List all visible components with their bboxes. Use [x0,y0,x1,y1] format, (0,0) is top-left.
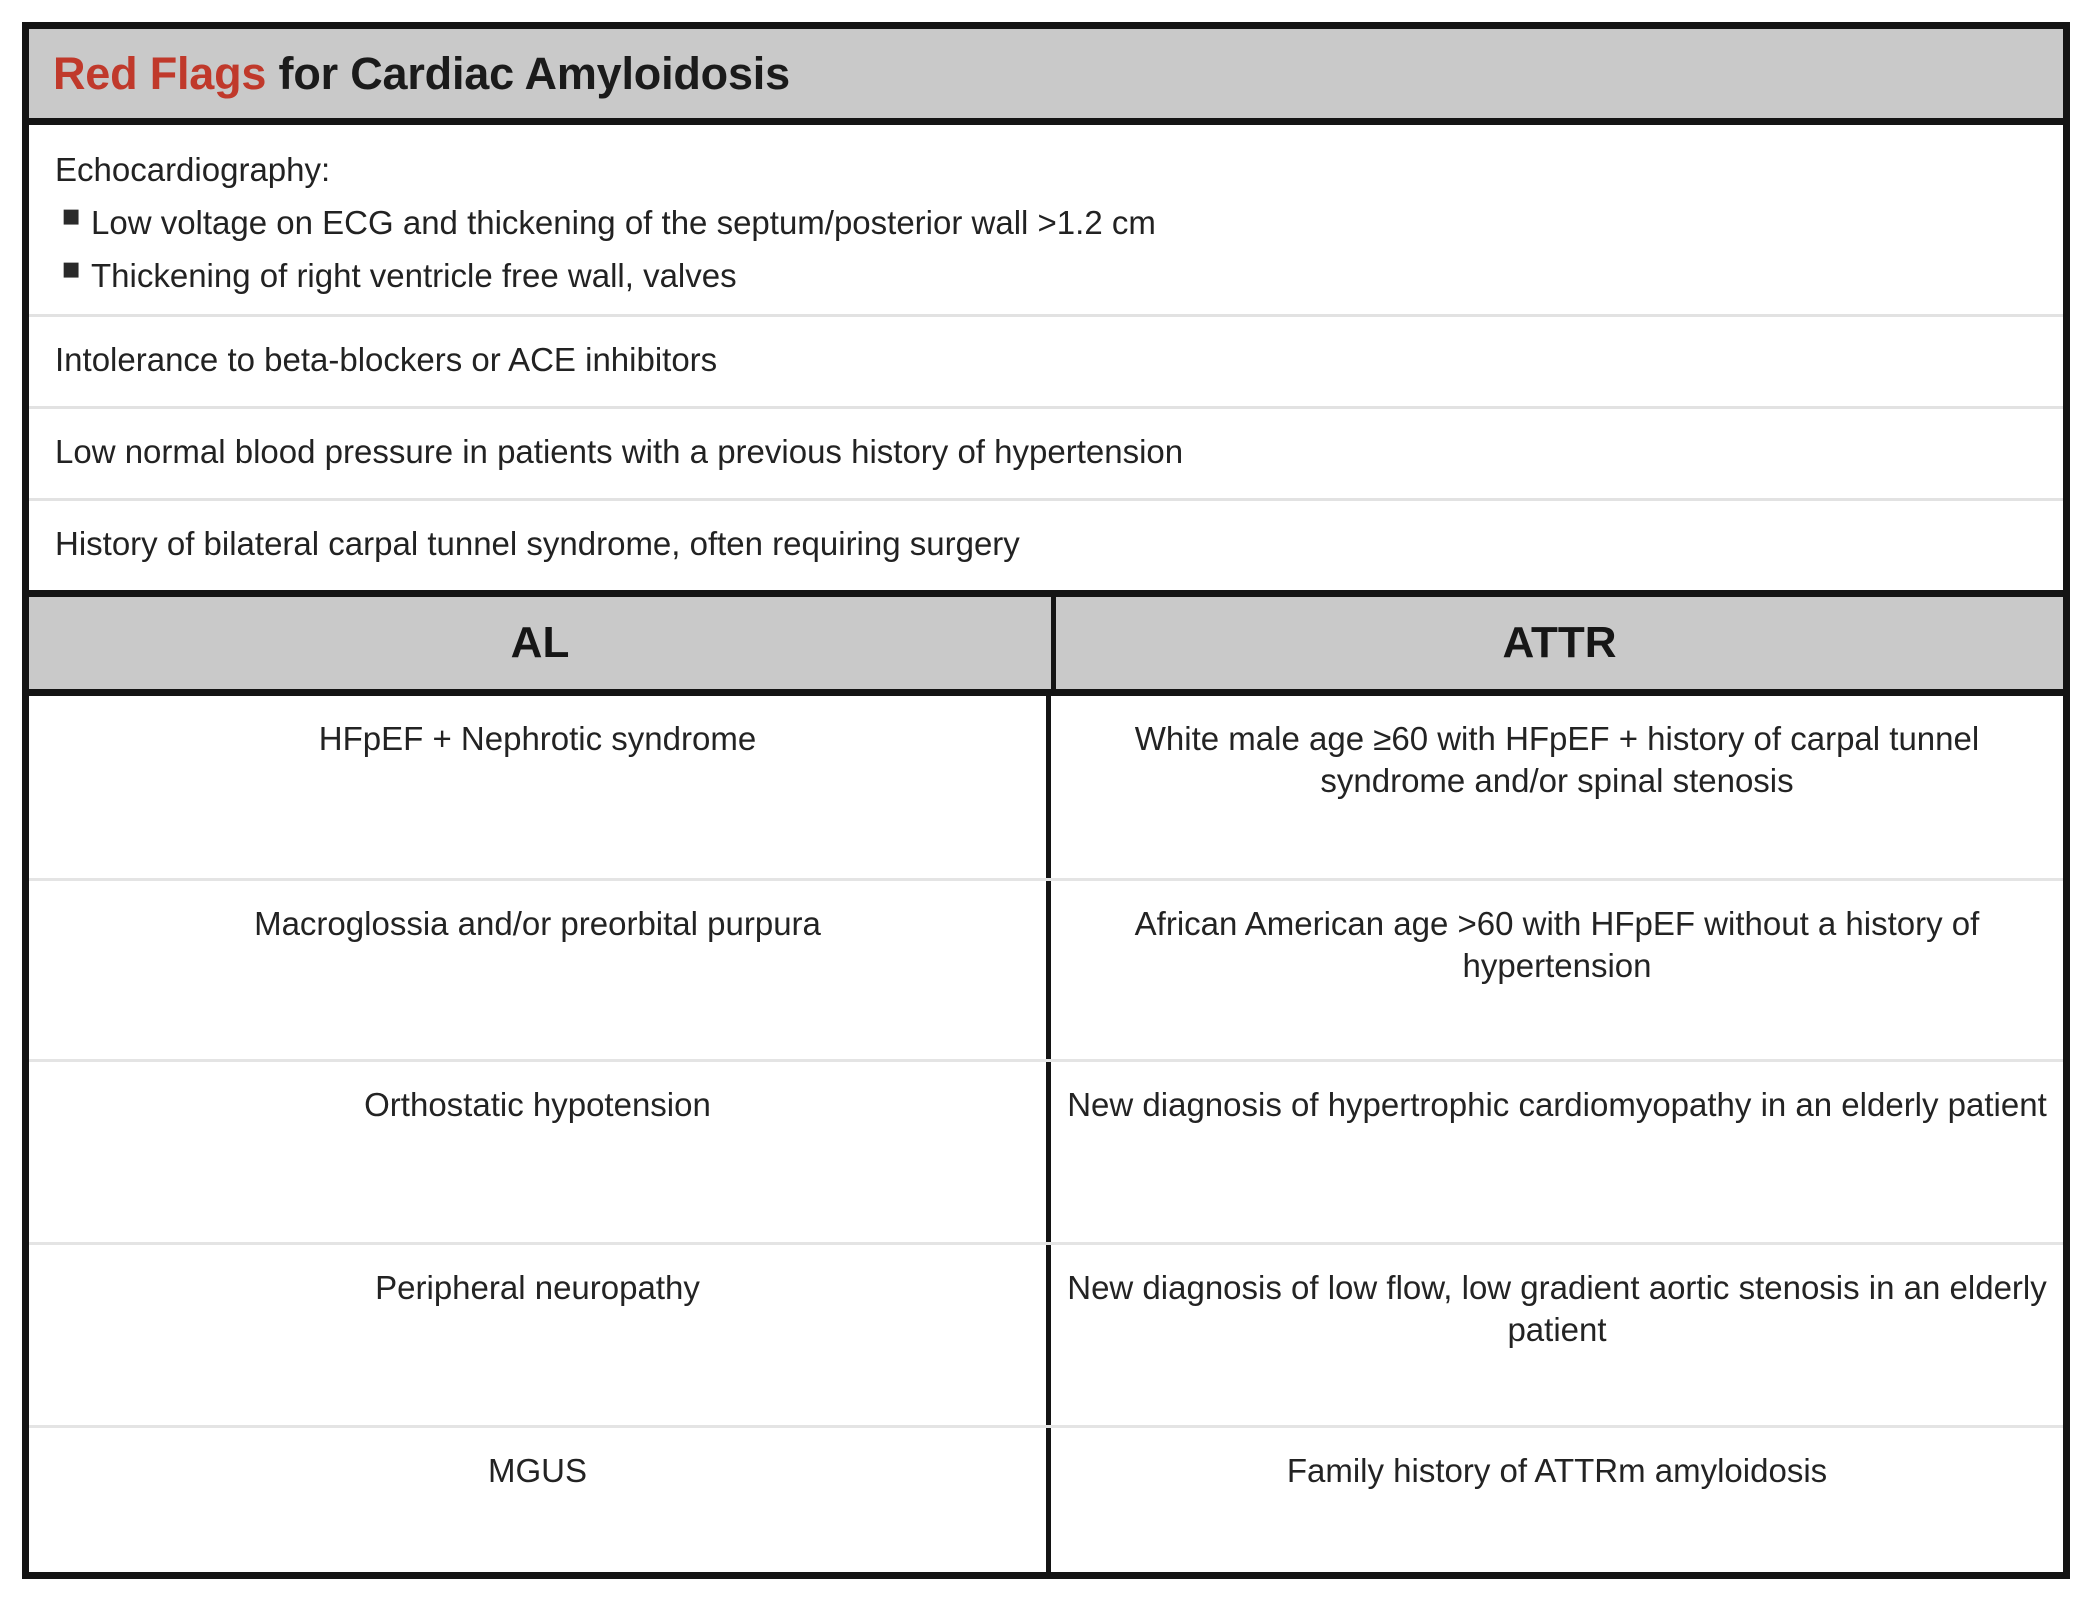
cell-al [29,1062,1051,1242]
table-row [29,878,2063,1059]
echocardiography-block [29,125,2063,314]
red-flag-low-bp-text: Low normal blood pressure in patients with a previous history of hypertension [55,432,1184,470]
cell-al [29,696,1051,878]
red-flag-row [29,406,2063,498]
al-attr-table [29,597,2063,1572]
echo-bullet-1-text: Low voltage on ECG and thickening of the septum/posterior wall >1.2 cm [91,203,1156,241]
square-bullet-icon: ▪ [61,250,82,286]
cell-al-text: Orthostatic hypotension [364,1085,711,1123]
echocardiography-label: Echocardiography: [55,151,331,188]
red-flags-table-card [22,22,2070,1579]
cell-attr [1051,1062,2063,1242]
table-row [29,696,2063,878]
cell-attr-text: New diagnosis of hypertrophic cardiomyopathy in an elderly patient [1067,1085,2047,1123]
list-item [55,197,2037,247]
cell-al [29,1245,1051,1425]
cell-attr-text: White male age ≥60 with HFpEF + history of carpal tunnel syndrome and/or spinal stenosis [1134,719,1980,800]
table-row [29,1059,2063,1242]
square-bullet-icon: ▪ [61,197,82,233]
cell-attr [1051,1245,2063,1425]
title-remainder: for Cardiac Amyloidosis [266,47,790,99]
cell-al-text: MGUS [488,1451,587,1489]
cell-al [29,1428,1051,1572]
cell-attr [1051,881,2063,1059]
cell-al [29,881,1051,1059]
table-header-row [29,597,2063,696]
cell-al-text: Peripheral neuropathy [375,1268,700,1306]
cell-attr-text: African American age >60 with HFpEF without a history of hypertension [1134,904,1980,985]
red-flag-row [29,498,2063,590]
echo-bullet-2-text: Thickening of right ventricle free wall, valves [91,256,737,294]
cell-al-text: HFpEF + Nephrotic syndrome [318,719,757,757]
list-item [55,250,2037,300]
red-flag-intolerance-text: Intolerance to beta-blockers or ACE inhibitors [55,340,718,378]
cell-attr [1051,696,2063,878]
red-flag-carpal-tunnel-text: History of bilateral carpal tunnel syndrome, often requiring surgery [55,524,1020,562]
red-flag-row [29,314,2063,406]
cell-attr [1051,1428,2063,1572]
cell-attr-text: Family history of ATTRm amyloidosis [1286,1451,1828,1489]
page-title [53,48,790,100]
cell-attr-text: New diagnosis of low flow, low gradient aortic stenosis in an elderly patient [1067,1268,2047,1349]
column-header-al: AL [29,597,1056,689]
table-title-bar [29,29,2063,125]
title-red-flags-emphasis: Red Flags [53,47,267,99]
general-red-flags-section [29,125,2063,597]
table-row [29,1425,2063,1572]
table-row [29,1242,2063,1425]
column-header-attr: ATTR [1502,617,1617,667]
cell-al-text: Macroglossia and/or preorbital purpura [254,904,821,942]
